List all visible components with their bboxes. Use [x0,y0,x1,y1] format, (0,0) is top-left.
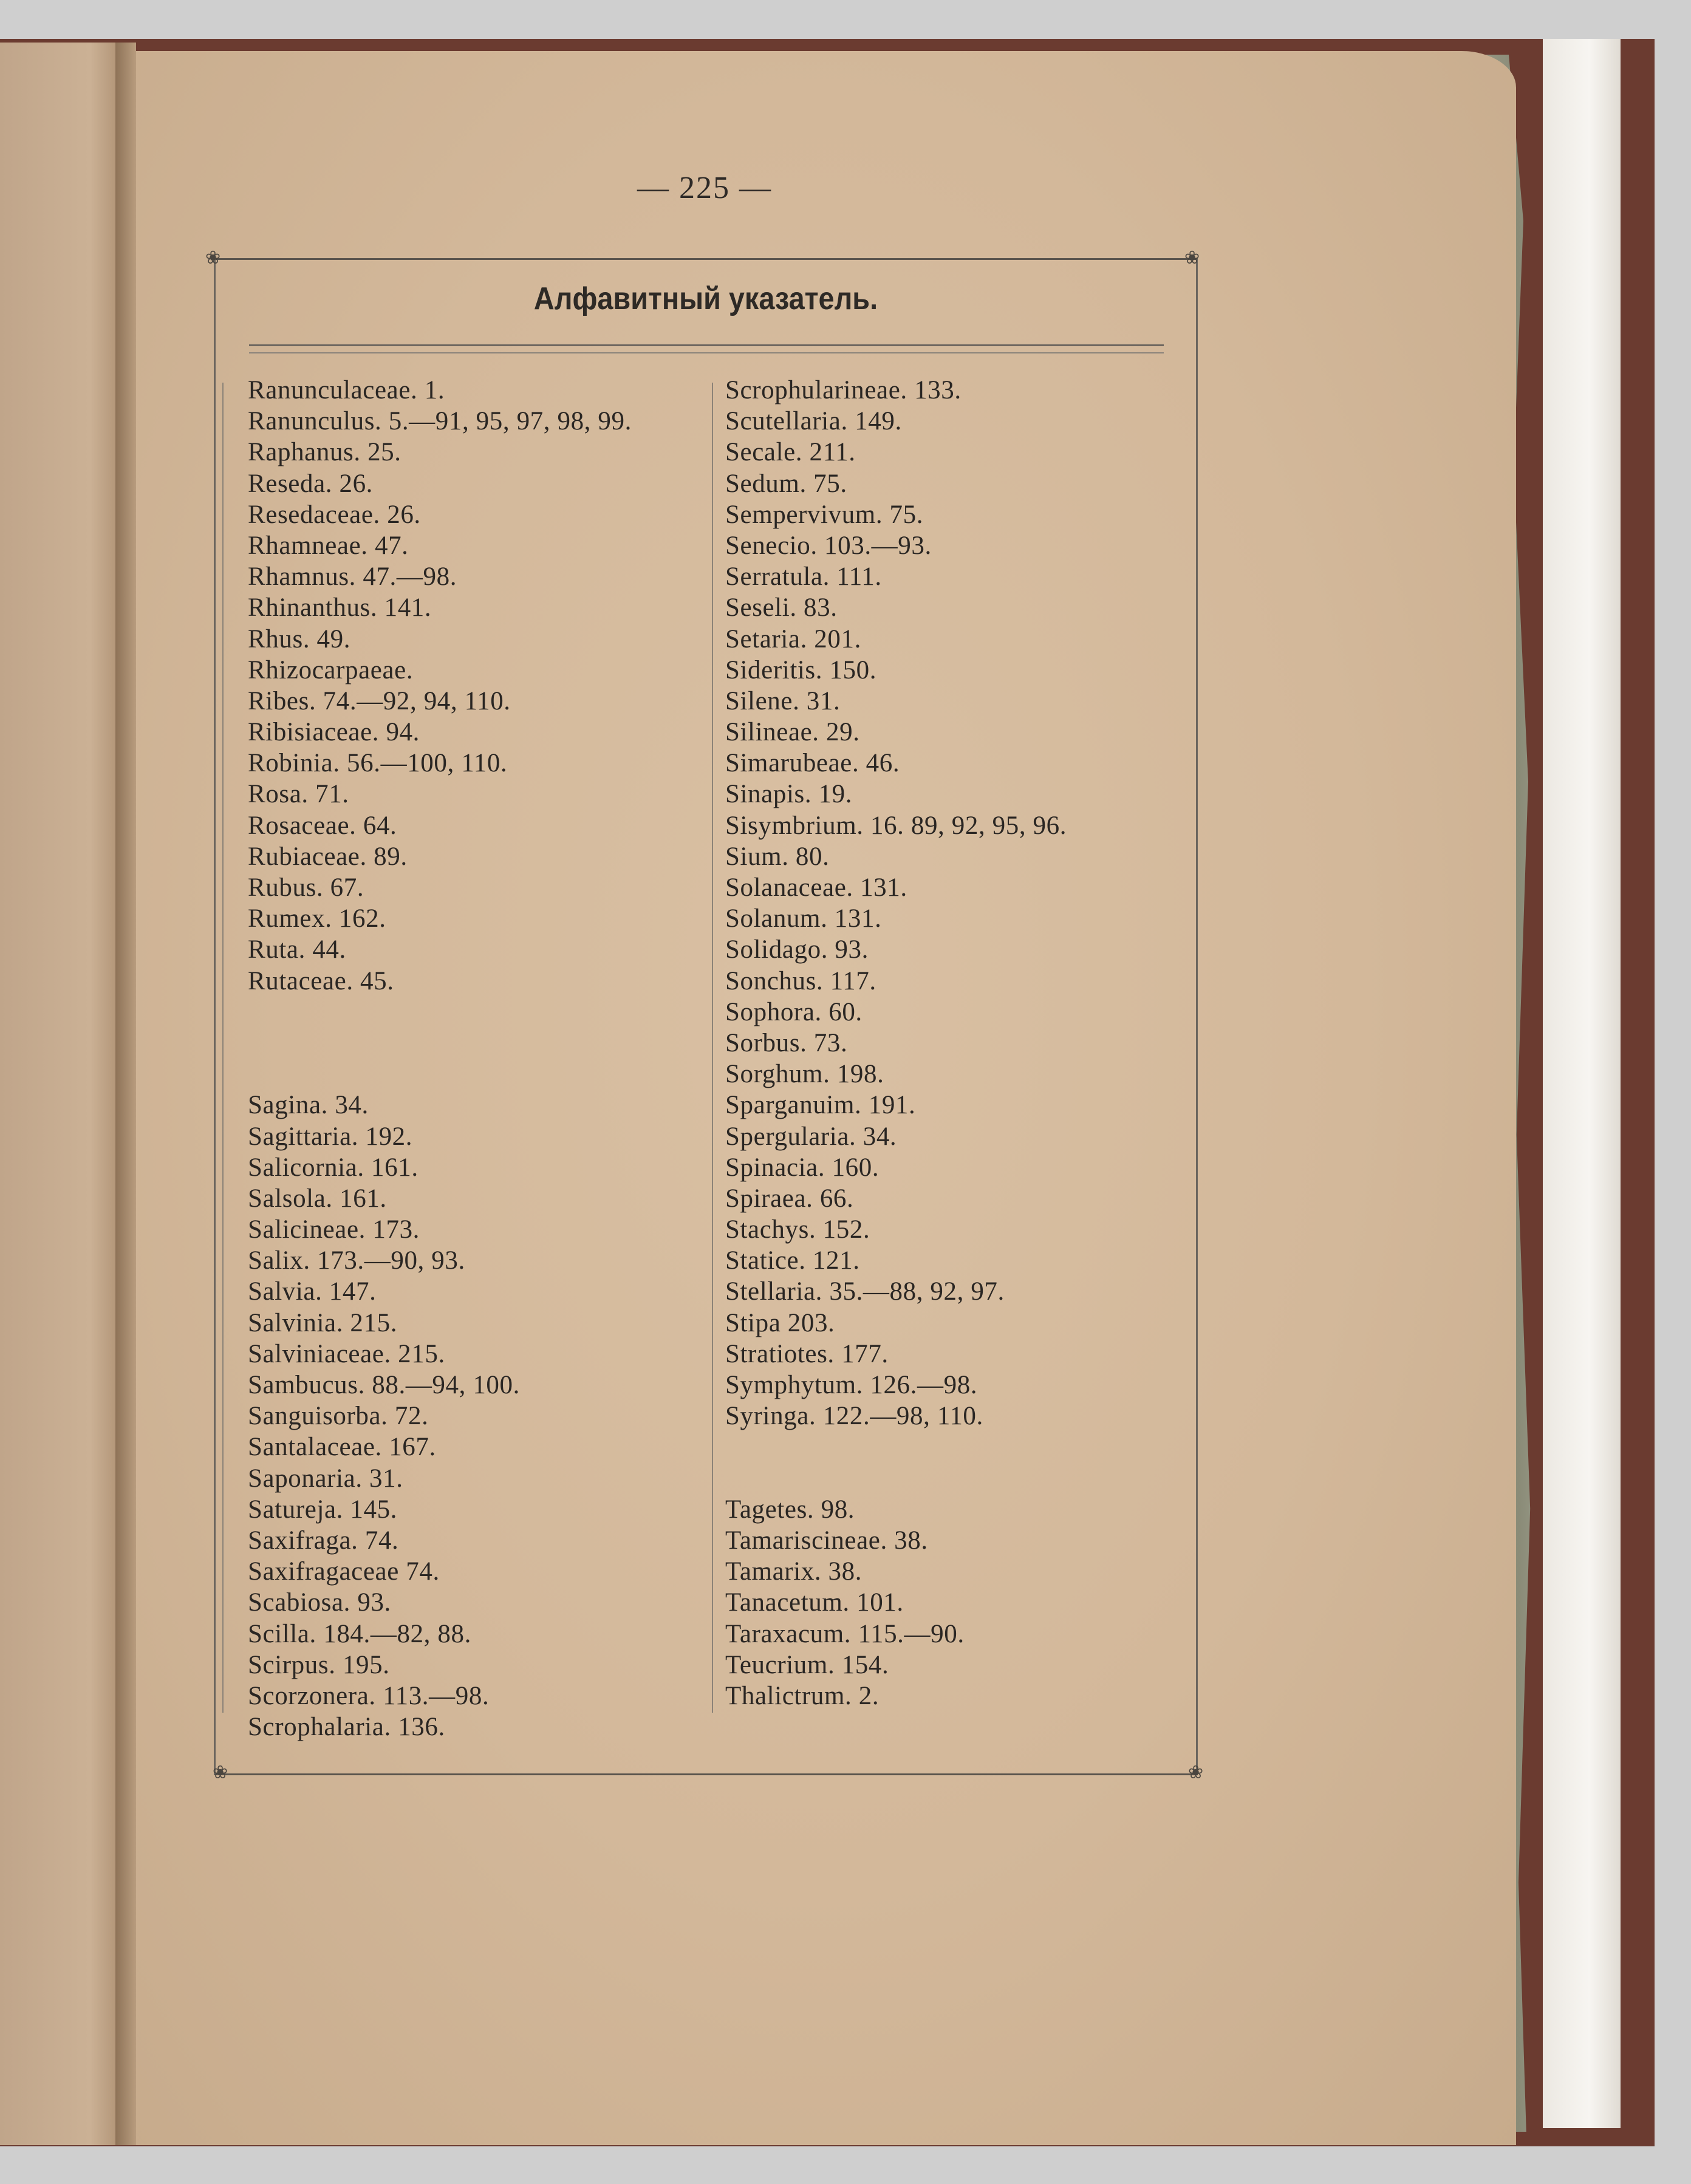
index-entry: Rosa. 71. [248,780,349,809]
index-entry: Rhizocarpaeae. [248,655,414,684]
index-entry: Scrophalaria. 136. [248,1713,445,1742]
index-entry: Santalaceae. 167. [248,1433,436,1462]
index-entry: Tamariscineae. 38. [725,1526,928,1555]
title-rule [249,344,1164,353]
index-entry: Solanaceae. 131. [725,873,907,902]
index-entry: Salicornia. 161. [248,1153,418,1182]
index-entry: Saponaria. 31. [248,1464,403,1493]
index-entry: Symphytum. 126.—98. [725,1371,978,1399]
index-entry: Salix. 173.—90, 93. [248,1246,465,1275]
index-entry: Sedum. 75. [725,469,847,498]
index-entry: Saxifraga. 74. [248,1526,399,1555]
index-entry: Satureja. 145. [248,1495,398,1524]
index-entry: Setaria. 201. [725,624,861,653]
index-entry: Salicineae. 173. [248,1215,420,1244]
index-entry: Spergularia. 34. [725,1122,897,1151]
ornament-corner-icon: ❀ [1188,1763,1204,1783]
index-entry: Ruta. 44. [248,935,346,964]
index-entry: Sorbus. 73. [725,1028,848,1057]
index-entry: Rubiaceae. 89. [248,842,408,871]
index-entry: Syringa. 122.—98, 110. [725,1402,983,1431]
index-entry: Scirpus. 195. [248,1650,390,1679]
index-entry: Stratiotes. 177. [725,1339,889,1368]
index-entry: Scabiosa. 93. [248,1588,391,1617]
index-entry: Sagittaria. 192. [248,1122,413,1151]
page-number: — 225 — [637,171,772,205]
book-gutter [115,43,136,2145]
index-column-left [248,375,632,1742]
index-entry: Solanum. 131. [725,904,882,933]
column-divider [712,383,713,1713]
index-entry: Simarubeae. 46. [725,749,900,778]
index-entry: Sagina. 34. [248,1091,369,1120]
index-entry: Scorzonera. 113.—98. [248,1681,490,1710]
index-entry: Salvia. 147. [248,1277,377,1306]
index-entry: Stachys. 152. [725,1215,870,1244]
index-entry: Rhamneae. 47. [248,531,409,560]
index-entry: Rhamnus. 47.—98. [248,562,457,592]
index-entry: Seseli. 83. [725,593,838,623]
index-entry: Ranunculaceae. 1. [248,376,445,404]
index-entry: Sideritis. 150. [725,655,877,684]
column-rule-left [222,383,224,1713]
index-entry: Solidago. 93. [725,935,869,964]
index-entry: Senecio. 103.—93. [725,531,932,560]
index-entry: Robinia. 56.—100, 110. [248,749,508,778]
index-entry: Salvinia. 215. [248,1308,398,1337]
index-entry: Silineae. 29. [725,718,860,747]
index-entry: Sempervivum. 75. [725,500,924,529]
index-entry: Tamarix. 38. [725,1557,863,1586]
index-entry: Reseda. 26. [248,469,374,498]
index-entry: Salsola. 161. [248,1184,387,1213]
index-entry: Tagetes. 98. [725,1495,855,1524]
index-entry: Sanguisorba. 72. [248,1402,429,1431]
index-entry: Saxifragaceae 74. [248,1557,440,1586]
index-entry: Tanacetum. 101. [725,1588,904,1617]
index-entry: Rhus. 49. [248,624,351,653]
index-entry: Statice. 121. [725,1246,860,1275]
page-leaf-edge [1543,39,1621,2128]
index-entry: Salviniaceae. 215. [248,1339,445,1368]
index-entry: Sparganuim. 191. [725,1091,916,1120]
index-entry: Taraxacum. 115.—90. [725,1619,965,1648]
index-entry: Ranunculus. 5.—91, 95, 97, 98, 99. [248,407,632,436]
index-entry: Ribisiaceae. 94. [248,718,420,747]
index-entry: Thalictrum. 2. [725,1681,880,1710]
index-entry: Rumex. 162. [248,904,386,933]
index-entry: Serratula. 111. [725,562,882,592]
index-entry: Teucrium. 154. [725,1650,889,1679]
index-entry: Scilla. 184.—82, 88. [248,1619,471,1648]
index-entry: Scrophularineae. 133. [725,376,962,404]
index-entry: Stellaria. 35.—88, 92, 97. [725,1277,1005,1306]
index-entry: Resedaceae. 26. [248,500,421,529]
index-entry: Sisymbrium. 16. 89, 92, 95, 96. [725,811,1067,840]
index-entry: Sambucus. 88.—94, 100. [248,1371,520,1399]
index-entry: Stipa 203. [725,1308,835,1337]
index-entry: Rosaceae. 64. [248,811,397,840]
left-page-edge [0,43,129,2145]
index-entry: Raphanus. 25. [248,438,401,467]
index-entry: Sinapis. 19. [725,780,853,809]
index-entry: Rubus. 67. [248,873,364,902]
index-entry: Silene. 31. [725,686,841,715]
index-entry: Ribes. 74.—92, 94, 110. [248,686,511,715]
ornament-corner-icon: ❀ [1184,248,1200,268]
index-entry: Spinacia. 160. [725,1153,880,1182]
index-entry: Sorghum. 198. [725,1060,884,1089]
index-entry: Rutaceae. 45. [248,966,394,995]
index-title: Алфавитный указатель. [533,281,878,316]
index-entry: Rhinanthus. 141. [248,593,432,623]
index-entry: Sium. 80. [725,842,830,871]
index-column-right [725,375,1067,1711]
ornament-corner-icon: ❀ [213,1763,228,1783]
index-entry: Scutellaria. 149. [725,407,902,436]
index-entry: Sophora. 60. [725,997,863,1026]
ornament-corner-icon: ❀ [205,248,221,268]
index-entry: Sonchus. 117. [725,966,876,995]
index-entry: Secale. 211. [725,438,856,467]
index-entry: Spiraea. 66. [725,1184,854,1213]
